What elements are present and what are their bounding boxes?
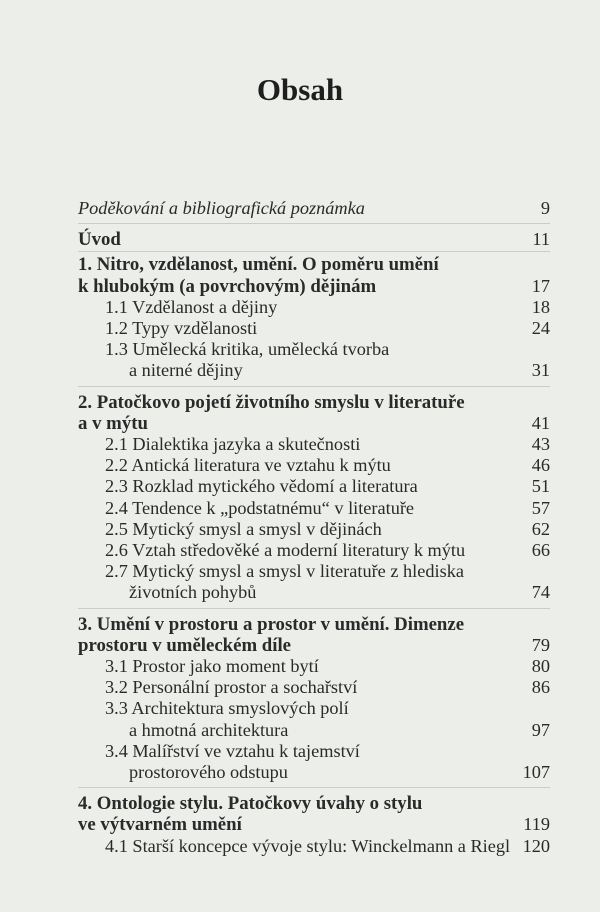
toc-subsection-entry xyxy=(78,455,550,476)
toc-subsection-entry xyxy=(78,519,550,540)
entry-title-line: 1. Nitro, vzdělanost, umění. O poměru umění xyxy=(78,254,439,276)
toc-subsection-entry xyxy=(78,476,550,497)
entry-title-line: a hmotná architektura xyxy=(129,719,289,740)
page-number: 24 xyxy=(531,318,550,339)
entry-title xyxy=(78,198,550,219)
entry-title-line: Poděkování a bibliografická poznámka xyxy=(78,198,365,218)
page-number: 86 xyxy=(531,677,550,698)
entry-title-line: 2.1 Dialektika jazyka a skutečnosti xyxy=(105,434,361,455)
page-number: 57 xyxy=(531,497,550,518)
entry-title xyxy=(78,836,550,857)
entry-title xyxy=(78,318,550,339)
page-number: 80 xyxy=(531,656,550,677)
entry-title-line: k hlubokým (a povrchovým) dějinám xyxy=(78,275,377,297)
entry-title-line: ve výtvarném umění xyxy=(78,814,242,836)
entry-title-line: 2.5 Mytický smysl a smysl v dějinách xyxy=(105,518,382,539)
entry-title xyxy=(78,297,550,318)
entry-title xyxy=(78,455,550,476)
entry-title xyxy=(78,476,550,497)
page-number: 97 xyxy=(531,719,550,740)
entry-title-line: 3.4 Malířství ve vztahu k tajemství xyxy=(105,740,360,761)
page-number: 9 xyxy=(540,198,550,218)
entry-title-line: 3.3 Architektura smyslových polí xyxy=(105,698,349,719)
entry-title-line: 4. Ontologie stylu. Patočkovy úvahy o stylu xyxy=(78,793,423,815)
toc-chapter-entry xyxy=(78,254,550,296)
entry-title-line: 2.4 Tendence k „podstatnému“ v literatuře xyxy=(105,497,415,518)
entry-title-line: 3.2 Personální prostor a sochařství xyxy=(105,677,358,698)
entry-title-line: a niterné dějiny xyxy=(129,360,243,381)
entry-title xyxy=(78,656,550,677)
toc-subsection-entry xyxy=(78,698,550,740)
entry-title-line: 4.1 Starší koncepce vývoje stylu: Winckelmann a Riegl xyxy=(105,835,511,856)
toc-subsection-entry xyxy=(78,297,550,318)
page-number: 46 xyxy=(531,455,550,476)
toc-subsection-entry xyxy=(78,561,550,603)
entry-title-line: a v mýtu xyxy=(78,412,148,434)
toc-subsection-entry xyxy=(78,836,550,857)
toc-chapter-entry xyxy=(78,614,550,656)
page-number: 31 xyxy=(531,360,550,381)
toc-subsection-entry xyxy=(78,498,550,519)
toc-subsection-entry xyxy=(78,656,550,677)
entry-title-line: 2.2 Antická literatura ve vztahu k mýtu xyxy=(105,455,391,476)
entry-title-line: 2.3 Rozklad mytického vědomí a literatura xyxy=(105,476,418,497)
entry-title-line: 2.7 Mytický smysl a smysl v literatuře z hlediska xyxy=(105,561,464,582)
toc-front-matter-entry xyxy=(78,198,550,219)
entry-title-line: 2.6 Vztah středověké a moderní literatury k mýtu xyxy=(105,540,466,561)
page-number: 11 xyxy=(532,229,550,250)
entry-title-line: prostoru v uměleckém díle xyxy=(78,634,292,656)
entry-title xyxy=(78,519,550,540)
entry-title-line: 3.1 Prostor jako moment bytí xyxy=(105,656,319,677)
page-number: 51 xyxy=(531,476,550,497)
entry-title-line: Úvod xyxy=(78,229,121,251)
entry-title xyxy=(78,741,550,783)
entry-title xyxy=(78,698,550,740)
page-number: 79 xyxy=(531,634,550,655)
page-number: 119 xyxy=(523,814,550,835)
table-of-contents xyxy=(78,198,550,857)
toc-subsection-entry xyxy=(78,434,550,455)
page-number: 43 xyxy=(531,434,550,455)
entry-title-line: 1.3 Umělecká kritika, umělecká tvorba xyxy=(105,339,390,360)
page-number: 74 xyxy=(531,582,550,603)
toc-subsection-entry xyxy=(78,540,550,561)
entry-title-line: 1.1 Vzdělanost a dějiny xyxy=(105,296,278,317)
page-number: 107 xyxy=(522,762,550,783)
entry-title xyxy=(78,339,550,381)
toc-chapter-entry xyxy=(78,793,550,835)
toc-chapter-entry xyxy=(78,229,550,250)
page-number: 18 xyxy=(531,296,550,317)
page-number: 17 xyxy=(531,275,550,296)
entry-title-line: 3. Umění v prostoru a prostor v umění. Dimenze xyxy=(78,613,465,635)
entry-title xyxy=(78,677,550,698)
entry-title xyxy=(78,614,550,656)
toc-subsection-entry xyxy=(78,741,550,783)
page-number: 120 xyxy=(522,835,550,856)
page-title: Obsah xyxy=(256,72,344,107)
toc-subsection-entry xyxy=(78,339,550,381)
toc-chapter-entry xyxy=(78,392,550,434)
entry-title xyxy=(78,434,550,455)
entry-title xyxy=(78,229,550,250)
entry-title xyxy=(78,254,550,296)
entry-title-line: 2. Patočkovo pojetí životního smyslu v literatuře xyxy=(78,391,465,413)
entry-title xyxy=(78,561,550,603)
entry-title xyxy=(78,392,550,434)
toc-subsection-entry xyxy=(78,677,550,698)
page-number: 66 xyxy=(531,540,550,561)
toc-subsection-entry xyxy=(78,318,550,339)
entry-title xyxy=(78,498,550,519)
page-number: 41 xyxy=(531,412,550,433)
entry-title-line: prostorového odstupu xyxy=(129,762,288,783)
entry-title-line: životních pohybů xyxy=(129,582,257,603)
entry-title xyxy=(78,793,550,835)
page-number: 62 xyxy=(531,518,550,539)
entry-title-line: 1.2 Typy vzdělanosti xyxy=(105,318,258,339)
entry-title xyxy=(78,540,550,561)
